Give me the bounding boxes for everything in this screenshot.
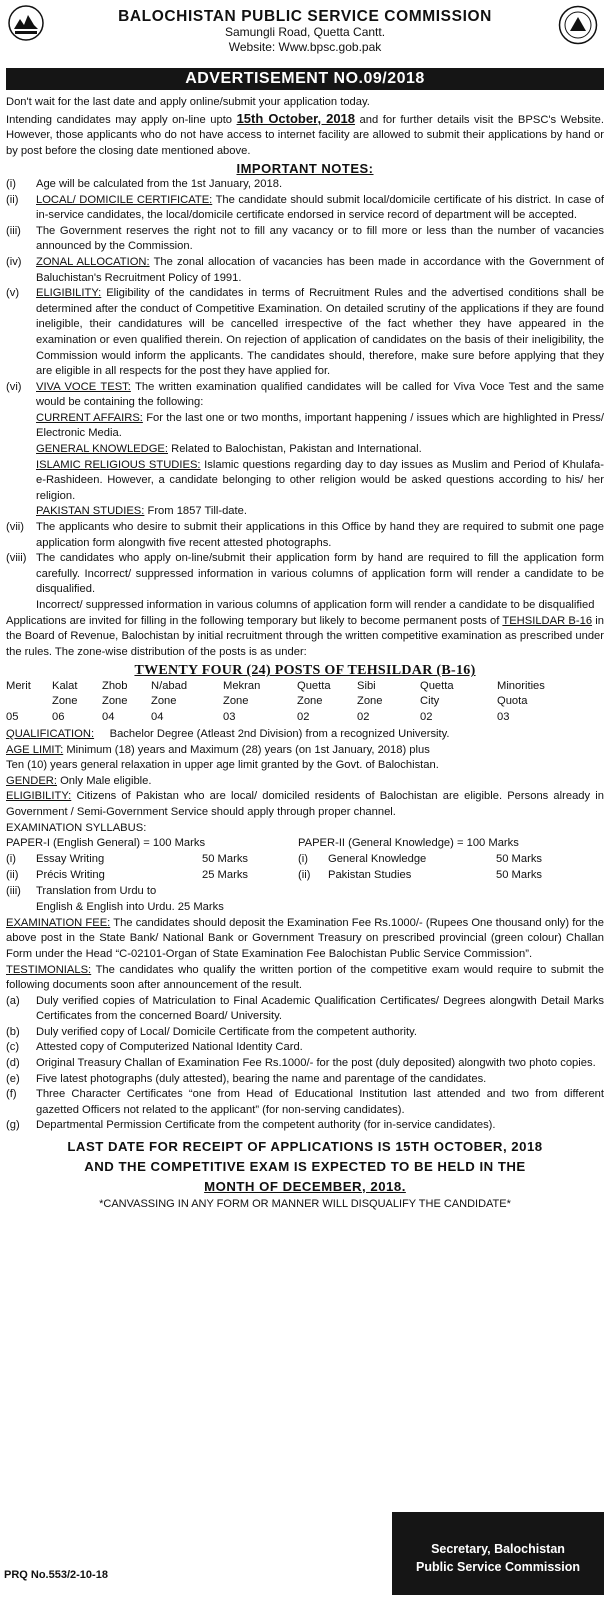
testimonial-item: (c) Attested copy of Computerized National Identity Card. — [6, 1041, 303, 1054]
syllabus-title: EXAMINATION SYLLABUS: — [6, 821, 147, 834]
age-relaxation: Ten (10) years general relaxation in upper age limit granted by the Govt. of Balochistan. — [6, 759, 439, 772]
intro — [6, 95, 604, 159]
secretary-line1: Secretary, Balochistan — [431, 1542, 565, 1556]
paper1-subject: Précis Writing — [36, 869, 105, 882]
paper1-subject: Essay Writing — [36, 853, 105, 866]
examination-fee: EXAMINATION FEE: The candidates should deposit the Examination Fee Rs.1000/- (Rupees One thousand only) for the above post in the State Bank/ National Bank or Government Treasury on prescribed provincial (green colour) Challan Form under the Head “C-02101-Organ of State Examination Fee Balochistan Public Service Commission”. — [6, 916, 605, 960]
last-date: 15th October, 2018 — [236, 110, 356, 126]
bpsc-logo-icon — [8, 5, 44, 41]
zone-header: Quetta — [420, 679, 454, 692]
last-date-banner: LAST DATE FOR RECEIPT OF APPLICATIONS IS 15TH OCTOBER, 2018 — [67, 1139, 543, 1155]
paper1-translation: English & English into Urdu. 25 Marks — [36, 901, 224, 914]
paper1-num: (ii) — [6, 869, 19, 882]
paper2-marks: 50 Marks — [496, 853, 543, 866]
closing-block — [6, 1137, 604, 1213]
testimonial-item: (a) Duly verified copies of Matriculation to Final Academic Qualification Certificates/ Degrees alongwith Detail Marks Certificates from the concerned Board/ University. — [6, 994, 604, 1023]
zone-header: Quetta — [297, 679, 331, 692]
zone-header: N/abad — [151, 679, 188, 692]
notes-title: IMPORTANT NOTES: — [236, 161, 374, 177]
zone-value: 03 — [497, 710, 510, 723]
org-name: BALOCHISTAN PUBLIC SERVICE COMMISSION — [118, 8, 492, 25]
zone-value: 05 — [6, 710, 19, 723]
paper2-num: (i) — [298, 853, 308, 866]
testimonials: TESTIMONIALS: The candidates who qualify the written portion of the competitive exam would require to submit the following documents soon after announcement of the result. — [6, 963, 605, 992]
zone-header: Mekran — [223, 679, 261, 692]
paper2-subject: General Knowledge — [328, 853, 427, 866]
eligibility: ELIGIBILITY: Citizens of Pakistan who are local/ domiciled residents of Balochistan are eligible. Persons already in Government / Semi-Government Service should apply through proper channel. — [6, 790, 604, 818]
zone-value: 02 — [357, 710, 370, 723]
pakistan-studies: PAKISTAN STUDIES: From 1857 Till-date. — [36, 505, 247, 518]
testimonial-item: (f) Three Character Certificates “one from Head of Educational Institution last attended and two from different gazetted Officers not related to the applicant” (for non-serving candidates). — [6, 1088, 604, 1116]
zone-value: 04 — [102, 710, 115, 723]
testimonial-item: (b) Duly verified copy of Local/ Domicile Certificate from the competent authority. — [6, 1025, 417, 1038]
canvassing-warning: *CANVASSING IN ANY FORM OR MANNER WILL DISQUALIFY THE CANDIDATE* — [99, 1198, 511, 1211]
testimonial-item: (g) Departmental Permission Certificate from the competent authority (for in-service candidates). — [6, 1119, 496, 1132]
paper2-num: (ii) — [298, 869, 311, 882]
exam-month: MONTH OF DECEMBER, 2018. — [204, 1179, 406, 1195]
islamic-studies: ISLAMIC RELIGIOUS STUDIES: Islamic questions regarding day to day issues as Muslim and Period of Khulafa-e-Rashideen. However, a candidate belonging to other religion would be asked questions according to his/ her religion. — [36, 458, 604, 502]
paper2-subject: Pakistan Studies — [328, 869, 412, 882]
zone-value: 02 — [420, 710, 433, 723]
zone-header-sub: Zone — [151, 694, 177, 707]
note-vi: (vi) VIVA VOCE TEST: The written examination qualified candidates will be called for Viva Voce Test and the same would be containing the following: — [6, 380, 604, 409]
note-viii-repeat: Incorrect/ suppressed information in various columns of application form will render a candidate to be disqualified — [36, 599, 595, 611]
exam-date-banner: AND THE COMPETITIVE EXAM IS EXPECTED TO BE HELD IN THE — [84, 1159, 526, 1175]
intro-line1: Don't wait for the last date and apply online/submit your application today. — [6, 96, 370, 108]
govt-seal-icon — [558, 5, 598, 45]
note-iii: (iii) The Government reserves the right not to fill any vacancy or to fill more or less than the number of vacancies announced by the Commission. — [6, 224, 604, 253]
zone-header: Minorities — [497, 679, 545, 692]
note-v: (v) ELIGIBILITY: Eligibility of the candidates in terms of Recruitment Rules and the advertised conditions shall be determined after the conduct of Competitive Examination. On detailed scrutiny of the applications if they are found ineligible, their candidatures will be cancelled irrespective of the fact whether they have appeared in the examination or even qualified therein. On rejection of application of candidates on the basis of their ineligibility, the Commission would inform the applicants. The candidates should, therefore, make sure before applying that they are eligible in all respects for the post they have applied for. — [6, 287, 604, 378]
zone-table — [6, 679, 604, 727]
syllabus — [6, 836, 604, 906]
paper1-title: PAPER-I (English General) = 100 Marks — [6, 837, 206, 850]
header — [6, 3, 604, 65]
org-website: Website: Www.bpsc.gob.pak — [228, 39, 382, 54]
org-address: Samungli Road, Quetta Cantt. — [224, 24, 386, 39]
note-viii: (viii) The candidates who apply on-line/submit their application form by hand are required to fill the application form carefully. Incorrect/ suppressed information in various columns of application form will render a candidate to be disqualified. — [6, 552, 604, 596]
zone-header-sub: Zone — [52, 694, 78, 707]
applications-invited: Applications are invited for filling in the following temporary but likely to become permanent posts of TEHSILDAR B-16 in the Board of Revenue, Balochistan by initial recruitment through the written competitive examination as prescribed under the rules. The zone-wise distribution of the posts is as under: — [6, 614, 605, 658]
secretary-signature-box — [392, 1512, 604, 1595]
paper1-marks: 50 Marks — [202, 853, 249, 866]
posts-title: TWENTY FOUR (24) POSTS OF TEHSILDAR (B-16) — [134, 663, 476, 679]
zone-header-sub: Zone — [102, 694, 128, 707]
paper1-num: (i) — [6, 853, 16, 866]
zone-header-sub: Quota — [497, 694, 528, 707]
zone-value: 02 — [297, 710, 310, 723]
general-knowledge: GENERAL KNOWLEDGE: Related to Balochistan, Pakistan and International. — [36, 443, 422, 456]
zone-value: 06 — [52, 710, 65, 723]
note-vii: (vii) The applicants who desire to submit their applications in this Office by hand they are required to submit one page application form alongwith five recent attested photographs. — [6, 521, 604, 549]
paper1-marks: 25 Marks — [202, 869, 249, 882]
current-affairs: CURRENT AFFAIRS: For the last one or two months, important happening / issues which are highlighted in Press/ Electronic Media. — [36, 411, 605, 440]
zone-header: Zhob — [102, 679, 128, 692]
prq-number: PRQ No.553/2-10-18 — [4, 1569, 108, 1581]
zone-header-sub: City — [420, 694, 440, 707]
paper1-num: (iii) — [6, 885, 21, 898]
secretary-line2: Public Service Commission — [416, 1560, 580, 1574]
paper2-title: PAPER-II (General Knowledge) = 100 Marks — [298, 837, 519, 850]
testimonial-item: (d) Original Treasury Challan of Examination Fee Rs.1000/- for the post (duly deposited) alongwith two photo copies. — [6, 1057, 596, 1070]
note-ii: (ii) LOCAL/ DOMICILE CERTIFICATE: The candidate should submit local/domicile certificate of his district. In case of in-service candidates, the local/domicile certificate endorsed in service record of department will be accepted. — [6, 193, 604, 222]
advertisement-number: ADVERTISEMENT NO.09/2018 — [6, 68, 604, 90]
age-limit: AGE LIMIT: Minimum (18) years and Maximum (28) years (on 1st January, 2018) plus — [6, 743, 430, 756]
advertisement-page — [6, 3, 604, 1213]
qualification: QUALIFICATION: Bachelor Degree (Atleast 2nd Division) from a recognized University. — [6, 727, 450, 740]
zone-header: Merit — [6, 679, 31, 692]
zone-value: 04 — [151, 710, 164, 723]
note-i: (i) Age will be calculated from the 1st January, 2018. — [6, 177, 283, 190]
zone-header-sub: Zone — [223, 694, 249, 707]
zone-header: Kalat — [52, 679, 78, 692]
zone-header-sub: Zone — [357, 694, 383, 707]
zone-header: Sibi — [357, 679, 376, 692]
zone-header-sub: Zone — [297, 694, 323, 707]
zone-value: 03 — [223, 710, 236, 723]
testimonial-item: (e) Five latest photographs (duly attested), bearing the name and parentage of the candidates. — [6, 1072, 487, 1085]
paper1-subject: Translation from Urdu to — [36, 885, 157, 898]
note-iv: (iv) ZONAL ALLOCATION: The zonal allocation of vacancies has been made in accordance with the Government of Baluchistan's Recruitment Policy of 1991. — [6, 255, 605, 284]
paper2-marks: 50 Marks — [496, 869, 543, 882]
gender: GENDER: Only Male eligible. — [6, 774, 152, 787]
intro-line2: Intending candidates may apply on-line upto 15th October, 2018 and for further details visit the BPSC's Website. However, those applicants who do not have access to internet facility are allowed to submit their applications by hand or by post before the closing date mentioned above. — [6, 110, 604, 157]
